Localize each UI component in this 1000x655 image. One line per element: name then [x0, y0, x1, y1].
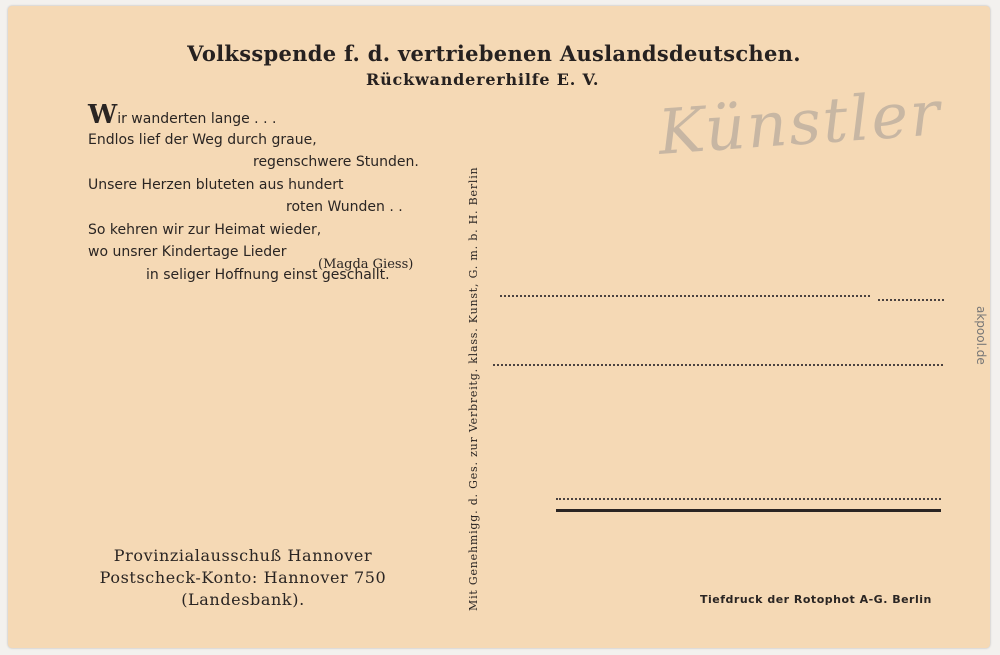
postcard — [8, 6, 990, 648]
address-line-1b — [878, 299, 944, 301]
card-subtitle: Rückwandererhilfe E. V. — [366, 70, 600, 89]
poem-line-8: in seliger Hoffnung einst geschallt. — [146, 266, 390, 283]
handwritten-note: Künstler — [655, 76, 944, 169]
poem-line-6: So kehren wir zur Heimat wieder, — [88, 221, 322, 238]
poem-line-2: Endlos lief der Weg durch graue, — [88, 131, 317, 148]
poem-line-3: regenschwere Stunden. — [253, 154, 419, 170]
printer-credit: Tiefdruck der Rotophot A-G. Berlin — [700, 593, 932, 606]
sender-line-3: (Landesbank). — [181, 590, 305, 609]
address-line-3 — [556, 498, 941, 500]
poem-line-5: roten Wunden . . — [286, 199, 403, 215]
watermark: akpool.de — [974, 306, 988, 365]
sender-block — [88, 545, 398, 611]
sender-line-2: Postscheck-Konto: Hannover 750 — [99, 568, 387, 587]
poem-dropcap: W — [88, 100, 118, 130]
poem-author: (Magda Giess) — [318, 257, 414, 272]
address-line-2 — [493, 364, 943, 366]
address-line-4 — [556, 509, 941, 512]
sender-line-1: Provinzialausschuß Hannover — [113, 546, 373, 565]
poem-line-4: Unsere Herzen bluteten aus hundert — [88, 176, 344, 193]
poem-line-7: wo unsrer Kindertage Lieder — [88, 244, 287, 260]
card-title: Volksspende f. d. vertriebenen Auslandsdeutschen. — [187, 41, 801, 66]
poem-line-1: Wir wanderten lange . . . — [88, 100, 277, 130]
address-line-1a — [500, 295, 870, 297]
vertical-permission-note: Mit Genehmigg. d. Ges. zur Verbreitg. klass. Kunst, G. m. b. H. Berlin — [467, 166, 480, 611]
